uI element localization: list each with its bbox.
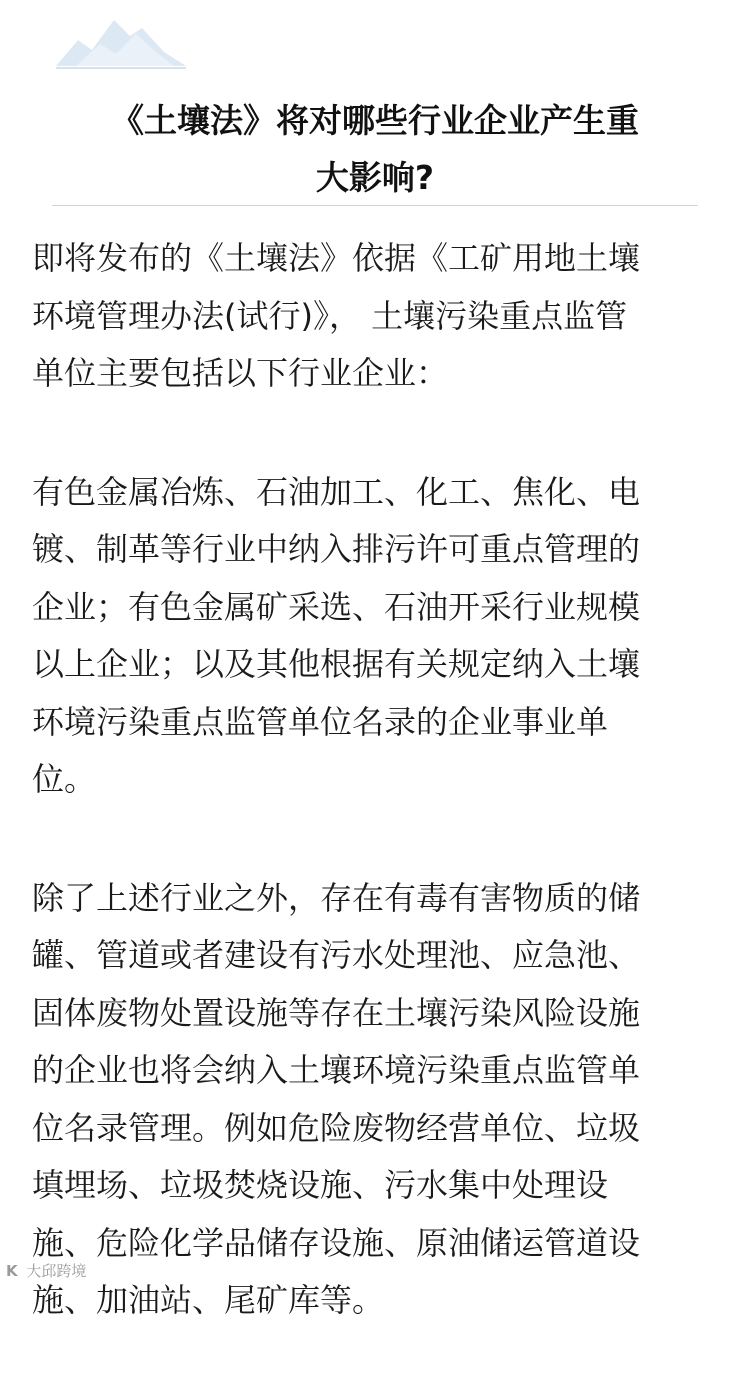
title-divider: [52, 205, 698, 206]
title-line: 《土壤法》将对哪些行业企业产生重: [111, 101, 639, 140]
text-line: 除了上述行业之外，存在有毒有害物质的储: [32, 878, 641, 917]
text-line: 镀、制革等行业中纳入排污许可重点管理的: [32, 530, 641, 568]
text-line: 以上企业；以及其他根据有关规定纳入土壤: [32, 645, 641, 683]
text-line: 填埋场、垃圾焚烧设施、污水集中处理设: [32, 1166, 609, 1204]
text-line: 的企业也将会纳入土壤环境污染重点监管单: [32, 1051, 641, 1089]
mountain-landscape-icon: [56, 6, 186, 70]
text-line: 位名录管理。例如危险废物经营单位、垃圾: [32, 1108, 641, 1147]
text-line: 施、加油站、尾矿库等。: [32, 1281, 385, 1319]
paragraph-additional: [32, 870, 722, 1330]
paragraph-intro: [32, 230, 722, 403]
text-line: 位。: [32, 760, 97, 798]
text-line: 即将发布的《土壤法》依据《工矿用地土壤: [32, 239, 641, 277]
text-line: 施、危险化学品储存设施、原油储运管道设: [32, 1223, 641, 1262]
watermark: [6, 1260, 86, 1281]
text-line: 单位主要包括以下行业企业：: [32, 354, 449, 392]
text-line: 固体废物处置设施等存在土壤污染风险设施: [32, 993, 641, 1032]
text-line: 环境污染重点监管单位名录的企业事业单: [32, 702, 609, 741]
text-line: 企业；有色金属矿采选、石油开采行业规模: [32, 587, 641, 626]
watermark-text: 大邱跨境: [26, 1262, 87, 1280]
text-line: 环境管理办法(试行)》， 土壤污染重点监管: [32, 296, 628, 335]
title-line: 大影响?: [315, 158, 435, 197]
text-line: 有色金属冶炼、石油加工、化工、焦化、电: [32, 472, 641, 511]
article-title: [60, 92, 690, 206]
paragraph-industries: [32, 464, 722, 809]
article-body: [32, 230, 722, 1391]
watermark-logo: K: [6, 1262, 18, 1280]
text-line: 罐、管道或者建设有污水处理池、应急池、: [32, 936, 641, 974]
